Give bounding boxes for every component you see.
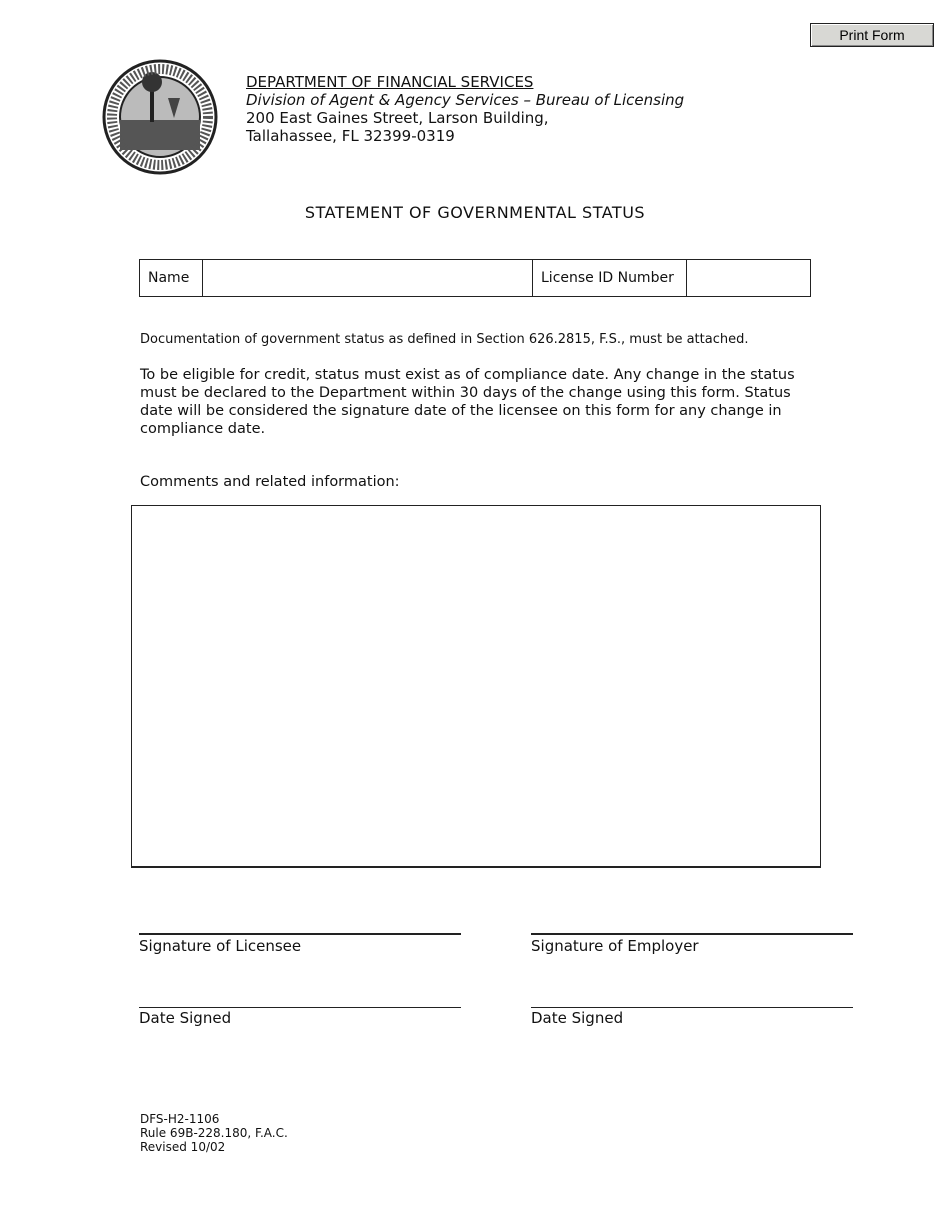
license-id-field[interactable] — [687, 260, 811, 297]
form-title: STATEMENT OF GOVERNMENTAL STATUS — [304, 203, 646, 222]
employer-signature-label: Signature of Employer — [531, 937, 699, 955]
print-form-button[interactable]: Print Form — [810, 23, 934, 47]
comments-label: Comments and related information: — [140, 474, 400, 490]
licensee-signature-label: Signature of Licensee — [139, 937, 302, 955]
form-id: DFS-H2-1106 — [140, 1112, 220, 1126]
rule-reference: Rule 69B-228.180, F.A.C. — [140, 1126, 288, 1140]
form-footer — [140, 1112, 288, 1154]
comments-textarea[interactable] — [131, 505, 821, 868]
revision-date: Revised 10/02 — [140, 1140, 226, 1154]
employer-date-line[interactable] — [531, 1007, 853, 1008]
licensee-date-line[interactable] — [139, 1007, 461, 1008]
licensee-date-label: Date Signed — [139, 1009, 232, 1027]
address-line-2: Tallahassee, FL 32399-0319 — [246, 127, 455, 145]
licensee-signature-line[interactable] — [139, 933, 461, 935]
name-label: Name — [140, 260, 203, 297]
eligibility-paragraph: To be eligible for credit, status must exist as of compliance date. Any change in the status must be declared to the Department within 30 days of the change using this form. Status date will be considered the signature date of the licensee on this form for any change in compliance date. — [140, 367, 795, 437]
employer-signature-line[interactable] — [531, 933, 853, 935]
division-name: Division of Agent & Agency Services – Bureau of Licensing — [246, 91, 685, 109]
employer-date-label: Date Signed — [531, 1009, 624, 1027]
identification-table — [139, 259, 811, 297]
florida-state-seal-logo — [100, 58, 220, 176]
documentation-note: Documentation of government status as defined in Section 626.2815, F.S., must be attached. — [140, 332, 749, 347]
license-id-label: License ID Number — [533, 260, 687, 297]
name-field[interactable] — [203, 260, 533, 297]
address-line-1: 200 East Gaines Street, Larson Building, — [246, 109, 549, 127]
department-name: DEPARTMENT OF FINANCIAL SERVICES — [246, 73, 534, 91]
